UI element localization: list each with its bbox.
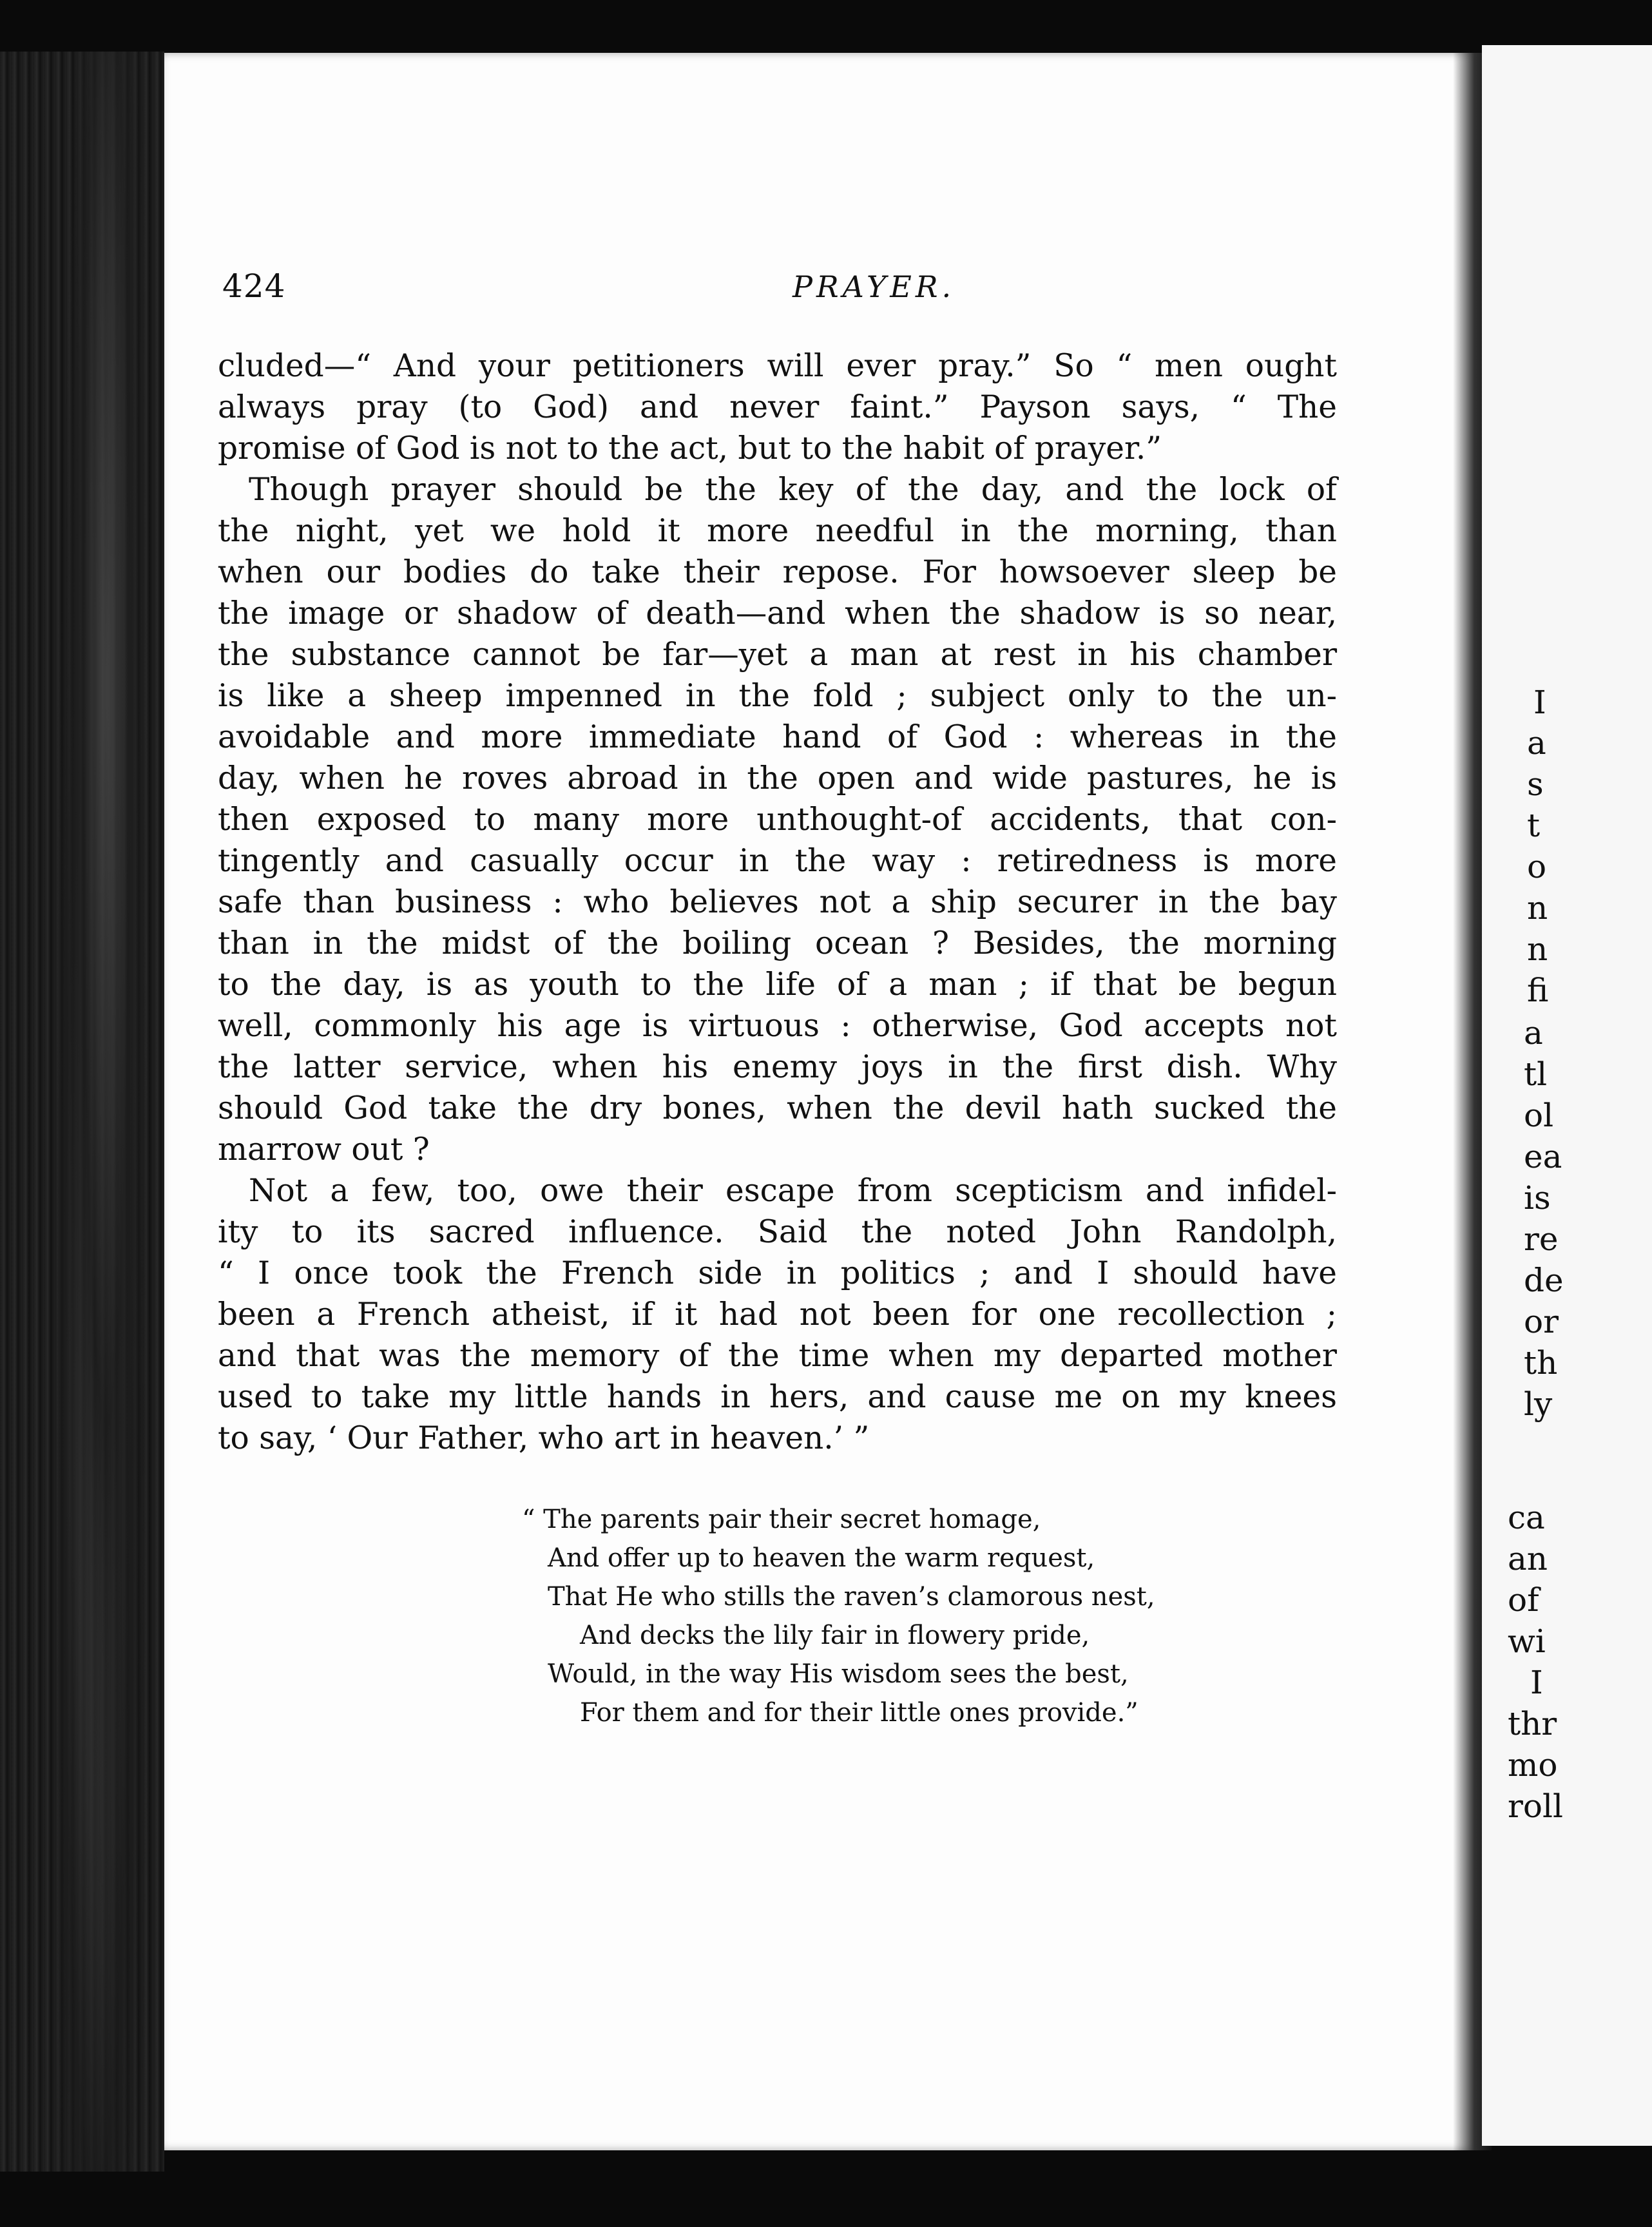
facing-page-fragment: is [1524,1179,1551,1217]
text-line: used to take my little hands in hers, and cause me on my knees [218,1379,1337,1415]
facing-page-fragment: th [1524,1344,1558,1382]
text-line: than in the midst of the boiling ocean ? Besides, the morning [218,925,1337,961]
text-line: to say, ‘ Our Father, who art in heaven.’ ” [218,1420,870,1456]
facing-page-fragment: roll [1508,1788,1563,1825]
facing-page-fragment: de [1524,1262,1564,1299]
facing-page-fragment: ol [1524,1097,1554,1134]
facing-page-fragment: ea [1524,1138,1562,1175]
text-line: promise of God is not to the act, but to the habit of prayer.” [218,430,1162,467]
text-line: ity to its sacred influence. Said the noted John Randolph, [218,1214,1337,1250]
poem-line: For them and for their little ones provide.” [580,1698,1138,1728]
text-line: Not a few, too, owe their escape from scepticism and infidel- [249,1173,1337,1209]
facing-page-fragment: ca [1508,1499,1545,1536]
text-line: the image or shadow of death—and when the shadow is so near, [218,595,1337,631]
facing-page-fragment: t [1527,807,1541,844]
paragraph-1 [218,345,1337,469]
text-line: safe than business : who believes not a ship securer in the bay [218,884,1337,920]
paragraph-3 [218,1170,1337,1459]
facing-page-fragment: thr [1508,1705,1557,1742]
text-line: is like a sheep impenned in the fold ; subject only to the un- [218,678,1337,714]
poem-line: That He who stills the raven’s clamorous nest, [548,1582,1155,1612]
text-line: avoidable and more immediate hand of God : whereas in the [218,719,1337,755]
facing-page-fragment: s [1527,766,1544,803]
text-line: to the day, is as youth to the life of a man ; if that be begun [218,967,1337,1003]
text-line: should God take the dry bones, when the devil hath sucked the [218,1090,1337,1126]
facing-page-fragment: mo [1508,1746,1558,1784]
facing-page-fragment: an [1508,1540,1548,1577]
poem-quotation [522,1500,1231,1732]
facing-page-fragment: tl [1524,1056,1548,1093]
facing-page [1482,45,1652,2146]
page-number: 424 [222,267,286,305]
text-line: the latter service, when his enemy joys in the first dish. Why [218,1049,1337,1085]
running-title: PRAYER. [792,269,956,304]
text-line: always pray (to God) and never faint.” Payson says, “ The [218,389,1337,425]
poem-line: And decks the lily fair in flowery pride, [580,1621,1090,1650]
text-line: then exposed to many more unthought-of accidents, that con- [218,802,1337,838]
poem-line: “ The parents pair their secret homage, [522,1505,1041,1534]
poem-line: And offer up to heaven the warm request, [548,1543,1095,1573]
facing-page-fragment: or [1524,1303,1559,1340]
text-line: been a French atheist, if it had not been for one recollection ; [218,1297,1337,1333]
facing-page-fragment: a [1524,1014,1543,1052]
text-line: day, when he roves abroad in the open and wide pastures, he is [218,760,1337,796]
text-line: the night, yet we hold it more needful in the morning, than [218,513,1337,549]
facing-page-fragment: wi [1508,1623,1546,1660]
text-line: and that was the memory of the time when my departed mother [218,1338,1337,1374]
facing-page-fragment: I [1530,1664,1543,1701]
text-line: tingently and casually occur in the way : retiredness is more [218,843,1337,879]
poem-line: Would, in the way His wisdom sees the best, [548,1659,1129,1689]
paragraph-2 [218,469,1337,1170]
book-binding [0,52,164,2172]
facing-page-fragment: n [1527,889,1548,927]
text-line: when our bodies do take their repose. For howsoever sleep be [218,554,1337,590]
facing-page-fragment: a [1527,724,1546,762]
text-line: cluded—“ And your petitioners will ever pray.” So “ men ought [218,348,1337,384]
text-line: the substance cannot be far—yet a man at rest in his chamber [218,637,1337,673]
text-line: Though prayer should be the key of the day, and the lock of [249,472,1337,508]
facing-page-fragment: re [1524,1220,1559,1258]
text-line: marrow out ? [218,1132,430,1168]
text-line: “ I once took the French side in politics ; and I should have [218,1255,1337,1291]
facing-page-fragment: of [1508,1581,1539,1619]
text-line: well, commonly his age is virtuous : otherwise, God accepts not [218,1008,1337,1044]
facing-page-fragment: fi [1527,972,1549,1009]
facing-page-fragment: o [1527,848,1547,885]
facing-page-fragment: n [1527,930,1548,968]
facing-page-fragment: I [1533,684,1546,721]
facing-page-fragment: ly [1524,1385,1553,1423]
